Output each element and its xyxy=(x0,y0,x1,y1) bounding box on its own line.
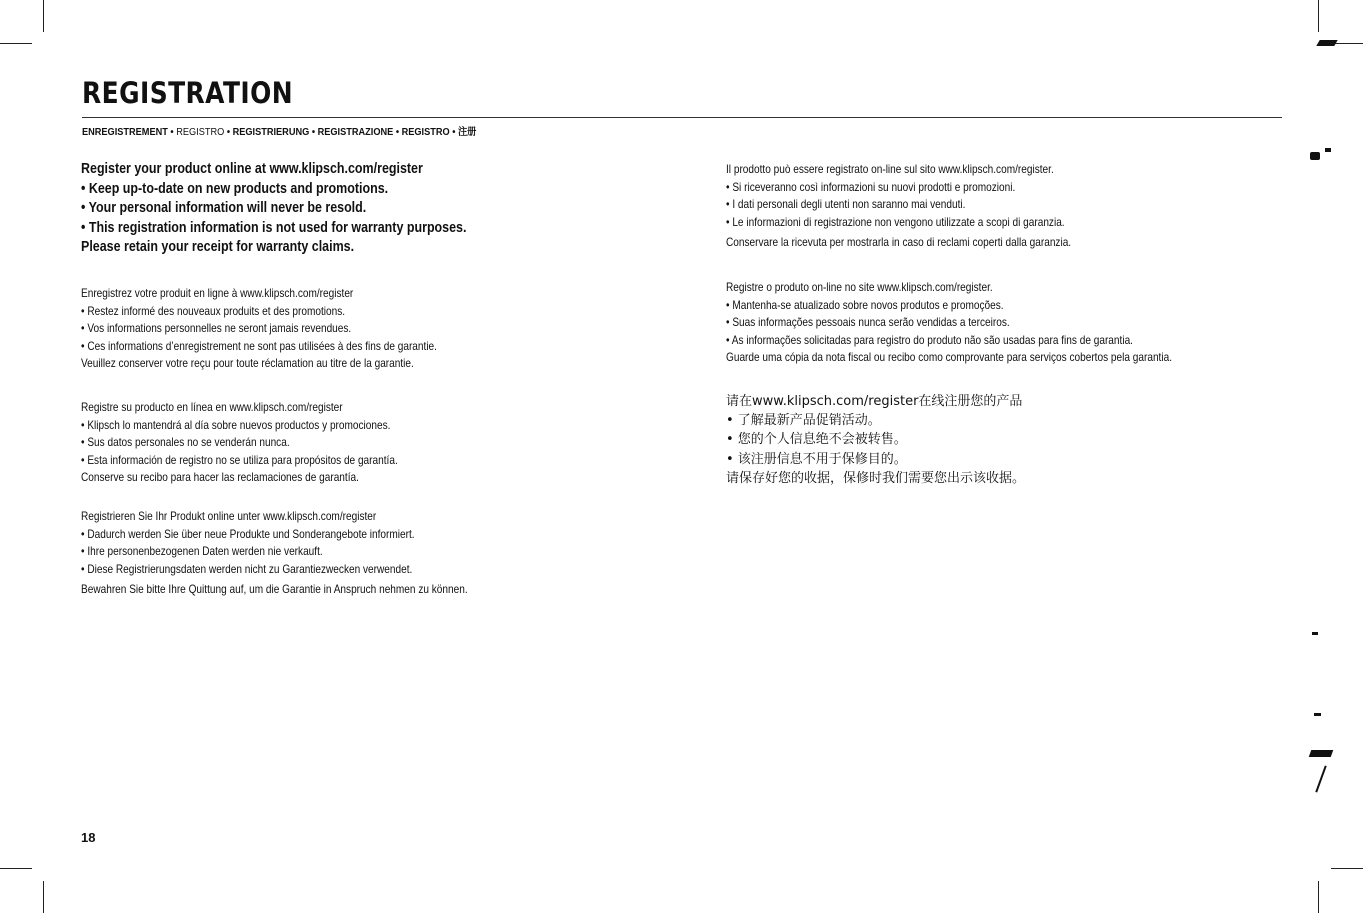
italian-bullet: • Le informazioni di registrazione non vengono utilizzate a scopi di garanzia. xyxy=(726,214,1065,229)
spanish-note: Conserve su recibo para hacer las reclamaciones de garantía. xyxy=(81,470,359,484)
page-title: REGISTRATION xyxy=(82,76,294,110)
crop-mark-top-left-vertical xyxy=(43,0,44,32)
edge-mark xyxy=(1309,750,1334,757)
german-bullet: • Diese Registrierungsdaten werden nicht zu Garantiezwecken verwendet. xyxy=(81,561,413,576)
english-intro: Register your product online at www.klipsch.com/register xyxy=(81,161,423,177)
german-bullet: • Ihre personenbezogenen Daten werden nie verkauft. xyxy=(81,544,323,558)
subtitle-part: ENREGISTREMENT • xyxy=(82,127,177,138)
english-bullet: • Keep up-to-date on new products and promotions. xyxy=(81,180,389,197)
chinese-bullet: • 该注册信息不用于保修目的。 xyxy=(726,451,907,467)
edge-mark xyxy=(1316,40,1337,46)
crop-mark-top-left-horizontal xyxy=(0,43,32,44)
spanish-intro: Registre su producto en línea en www.klipsch.com/register xyxy=(81,400,343,414)
spanish-bullet: • Klipsch lo mantendrá al día sobre nuevos productos y promociones. xyxy=(81,417,391,432)
spanish-bullet: • Sus datos personales no se venderán nunca. xyxy=(81,435,290,449)
french-bullet: • Ces informations d’enregistrement ne sont pas utilisées à des fins de garantie. xyxy=(81,338,437,353)
chinese-intro: 请在www.klipsch.com/register在线注册您的产品 xyxy=(726,394,1023,409)
language-subtitle xyxy=(82,123,476,138)
chinese-note: 请保存好您的收据，保修时我们需要您出示该收据。 xyxy=(726,470,1026,486)
portuguese-note: Guarde uma cópia da nota fiscal ou recibo como comprovante para serviços cobertos pela garantia. xyxy=(726,350,1173,364)
edge-mark xyxy=(1325,148,1331,152)
edge-mark xyxy=(1310,152,1320,160)
subtitle-part: REGISTRO xyxy=(176,127,225,138)
french-bullet: • Vos informations personnelles ne seront jamais revendues. xyxy=(81,321,352,335)
italian-intro: Il prodotto può essere registrato on-line sul sito www.klipsch.com/register. xyxy=(726,162,1054,176)
italian-bullet: • I dati personali degli utenti non saranno mai venduti. xyxy=(726,197,966,211)
chinese-section xyxy=(726,392,1025,488)
edge-mark xyxy=(1315,766,1326,793)
english-note: Please retain your receipt for warranty claims. xyxy=(81,239,355,256)
edge-mark xyxy=(1312,632,1318,635)
portuguese-section xyxy=(726,279,1172,367)
crop-mark-top-right-vertical xyxy=(1318,0,1319,32)
chinese-bullet: • 了解最新产品促销活动。 xyxy=(726,413,881,429)
crop-mark-bottom-left-vertical xyxy=(43,881,44,913)
french-note: Veuillez conserver votre reçu pour toute réclamation au titre de la garantie. xyxy=(81,356,414,370)
german-intro: Registrieren Sie Ihr Produkt online unter www.klipsch.com/register xyxy=(81,509,377,523)
french-intro: Enregistrez votre produit en ligne à www.klipsch.com/register xyxy=(81,286,354,300)
italian-section xyxy=(726,161,1071,252)
crop-mark-bottom-right-vertical xyxy=(1318,881,1319,913)
german-note: Bewahren Sie bitte Ihre Quittung auf, um die Garantie in Anspruch nehmen zu können. xyxy=(81,582,468,596)
italian-note: Conservare la ricevuta per mostrarla in caso di reclami coperti dalla garanzia. xyxy=(726,235,1072,249)
english-section xyxy=(81,160,466,258)
edge-mark xyxy=(1314,713,1321,716)
portuguese-bullet: • As informações solicitadas para registro do produto não são usadas para fins de garantia. xyxy=(726,332,1133,347)
french-bullet: • Restez informé des nouveaux produits et des promotions. xyxy=(81,303,346,318)
page-number: 18 xyxy=(81,830,96,845)
german-section xyxy=(81,508,468,599)
spanish-bullet: • Esta información de registro no se utiliza para propósitos de garantía. xyxy=(81,452,398,467)
english-bullet: • Your personal information will never be resold. xyxy=(81,200,367,217)
crop-mark-bottom-right-horizontal xyxy=(1331,868,1363,869)
chinese-bullet: • 您的个人信息绝不会被转售。 xyxy=(726,432,907,448)
title-divider xyxy=(82,117,1282,118)
portuguese-intro: Registre o produto on-line no site www.klipsch.com/register. xyxy=(726,280,993,294)
portuguese-bullet: • Mantenha-se atualizado sobre novos produtos e promoções. xyxy=(726,297,1004,312)
french-section xyxy=(81,285,437,373)
crop-mark-bottom-left-horizontal xyxy=(0,868,32,869)
subtitle-part: • REGISTRIERUNG • REGISTRAZIONE • REGISTRO • 注册 xyxy=(224,127,477,138)
german-bullet: • Dadurch werden Sie über neue Produkte und Sonderangebote informiert. xyxy=(81,526,415,541)
portuguese-bullet: • Suas informações pessoais nunca serão vendidas a terceiros. xyxy=(726,315,1010,329)
english-bullet: • This registration information is not used for warranty purposes. xyxy=(81,219,467,236)
spanish-section xyxy=(81,399,398,487)
italian-bullet: • Si riceveranno così informazioni su nuovi prodotti e promozioni. xyxy=(726,179,1016,194)
